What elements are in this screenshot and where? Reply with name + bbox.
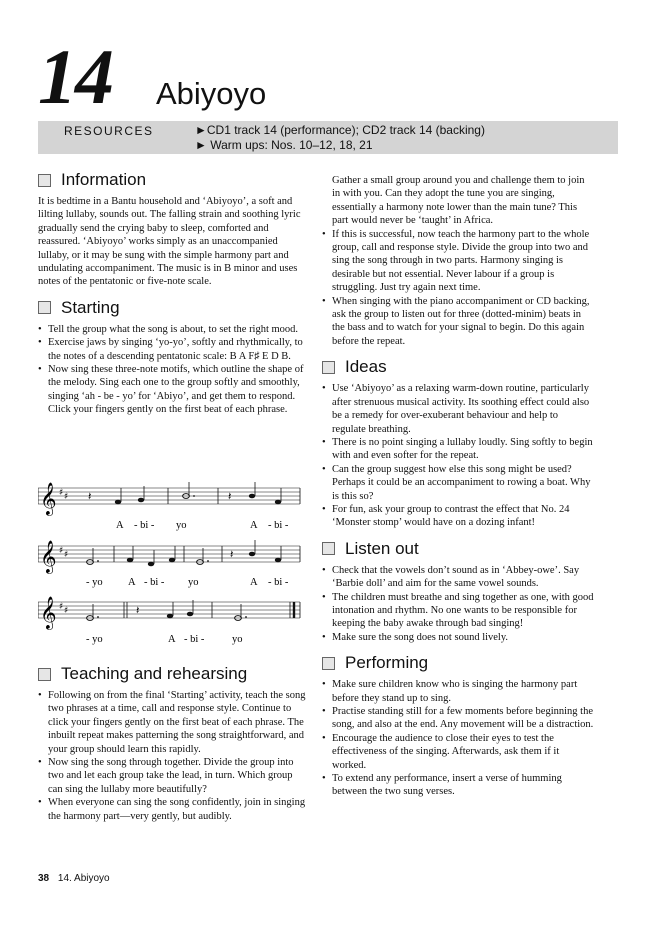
checkbox-square-icon — [322, 542, 335, 555]
resources-label: RESOURCES — [64, 124, 154, 138]
listen-out-heading-text: Listen out — [345, 538, 419, 558]
music-notation: ♯ ♯ 𝄽 𝄽 A - bi - yo A - bi - 𝄽 - yo A - bi - yo A - bi - 𝄽 - yo A - bi - yo — [38, 478, 306, 654]
checkbox-square-icon — [38, 174, 51, 187]
resources-bar — [38, 121, 618, 154]
list-item: • Now sing these three-note motifs, which outline the shape of the melody. Sing each one to the group softly and smoothly, singing ‘ah - be - yo’ for ‘Abiyo’, and get them to respond. Click your fingers gently on the first beat of each phrase. — [38, 363, 306, 417]
lyric-syllable: A — [250, 577, 258, 588]
page-footer — [38, 873, 110, 884]
lyric-syllable: - yo — [86, 634, 103, 645]
teaching-continuation-text: Gather a small group around you and challenge them to join in with you. Can they adopt the tune you are singing, essentially a harmony note lower than the main tune? This part would never be ‘taught’ in Africa. — [332, 175, 585, 227]
lyric-syllable: A — [116, 520, 124, 531]
list-item: • When everyone can sing the song confidently, join in singing the harmony part—very gently, but audibly. — [38, 796, 306, 823]
starting-heading — [38, 298, 306, 318]
performing-list — [322, 678, 594, 799]
lyrics-row-2 — [86, 577, 289, 588]
lyric-syllable: - bi - — [268, 577, 289, 588]
lyric-syllable: A — [128, 577, 136, 588]
checkbox-square-icon — [322, 657, 335, 670]
page-number: 38 — [38, 873, 50, 884]
list-item: • Encourage the audience to close their eyes to test the effectiveness of the singing. Afterwards, ask them if it worked. — [322, 732, 594, 772]
svg-text:𝄽: 𝄽 — [230, 548, 234, 561]
staff-row-3 — [38, 596, 300, 630]
lyric-syllable: A — [250, 520, 258, 531]
lyric-syllable: yo — [176, 520, 187, 531]
listen-out-list — [322, 564, 594, 644]
list-item: • Now sing the song through together. Divide the group into two and let each group take the lead, in turn. Which group can sing the lullaby more beautifully? — [38, 756, 306, 796]
left-column-lower — [38, 664, 306, 823]
information-heading — [38, 170, 306, 190]
performing-heading — [322, 653, 594, 673]
teaching-list-continued — [322, 228, 594, 349]
ideas-heading — [322, 357, 594, 377]
list-item: • Use ‘Abiyoyo’ as a relaxing warm-down routine, particularly after strenuous musical activity. Its soothing effect could also be a remedy for over-exuberant behaviour and help to regulate breathing. — [322, 382, 594, 436]
list-item: • Check that the vowels don’t sound as in ‘Abbey-owe’. Say ‘Barbie doll’ and aim for the same vowel sounds. — [322, 564, 594, 591]
staff-row-1 — [38, 482, 300, 516]
teaching-heading-text: Teaching and rehearsing — [61, 664, 248, 683]
list-item: • Following on from the final ‘Starting’ activity, teach the song two phrases at a time, call and response style. Continue to click your fingers gently on the first beat of each phrase. The inbuilt repeat makes patterning the song straightforward, and your group should learn this rapidly. — [38, 689, 306, 756]
checkbox-square-icon — [38, 668, 51, 681]
ideas-heading-text: Ideas — [345, 357, 387, 377]
list-item: • The children must breathe and sing together as one, with good intonation and rhythm. No one wants to be responsible for keeping the baby awake through bad singing! — [322, 591, 594, 631]
list-item: • For fun, ask your group to contrast the effect that No. 24 ‘Monster stomp’ would have on a dozing infant! — [322, 503, 594, 530]
page-title: Abiyoyo — [156, 76, 267, 111]
svg-text:𝄽: 𝄽 — [136, 604, 140, 617]
lyric-syllable: - bi - — [184, 634, 205, 645]
listen-out-heading — [322, 539, 594, 559]
checkbox-square-icon — [38, 301, 51, 314]
staff-row-2 — [38, 540, 300, 574]
lyric-syllable: yo — [188, 577, 199, 588]
list-item: • To extend any performance, insert a verse of humming between the two sung verses. — [322, 772, 594, 799]
list-item: • When singing with the piano accompaniment or CD backing, ask the group to listen out for three (dotted-minim) beats in the bass and to watch for your signal to begin. Do this again before the repeat. — [322, 295, 594, 349]
list-item: • There is no point singing a lullaby loudly. Sing softly to begin with and even softer for the repeat. — [322, 436, 594, 463]
performing-heading-text: Performing — [345, 653, 429, 673]
left-column — [38, 170, 306, 417]
teaching-list — [38, 689, 306, 823]
checkbox-square-icon — [322, 361, 335, 374]
lyric-syllable: - bi - — [268, 520, 289, 531]
lyric-syllable: - bi - — [144, 577, 165, 588]
chapter-number: 14 — [38, 33, 112, 120]
ideas-list — [322, 382, 594, 529]
list-item: • If this is successful, now teach the harmony part to the whole group, call and response style. Divide the group into two and sing the song through in two parts. Harmony singing is desirable but not essential. Never labour if a group is struggling. Just try again next time. — [322, 228, 594, 295]
starting-list — [38, 323, 306, 417]
lyric-syllable: - bi - — [134, 520, 155, 531]
list-item: • Practise standing still for a few moments before beginning the song, and also at the end. Any movement will be a distraction. — [322, 705, 594, 732]
resources-warm-ups: ► Warm ups: Nos. 10–12, 18, 21 — [195, 138, 373, 152]
list-item: • Tell the group what the song is about, to set the right mood. — [38, 323, 306, 336]
information-text: It is bedtime in a Bantu household and ‘Abiyoyo’, a soft and lilting lullaby, sounds out. The falling strain and soothing lyric gradually send the crying baby to sleep, comforted and reassured. ‘Abiyoyo’ works simply as an unaccompanied lullaby, or it may be sung with the simple harmony part and undulating accompaniment. The music is in B minor and uses notes of the pentatonic or five-note scale. — [38, 196, 301, 288]
lyrics-row-1 — [116, 520, 289, 531]
lyrics-row-3 — [86, 634, 243, 645]
footer-title: 14. Abiyoyo — [57, 873, 110, 884]
teaching-heading — [38, 664, 306, 684]
starting-heading-text: Starting — [61, 297, 120, 317]
lyric-syllable: A — [168, 634, 176, 645]
information-heading-text: Information — [61, 170, 147, 189]
right-column — [322, 174, 594, 799]
list-item: • Can the group suggest how else this song might be used? Perhaps it could be an accompaniment to rowing a boat. Why is this so? — [322, 463, 594, 503]
list-item: • Make sure the song does not sound lively. — [322, 631, 594, 644]
list-item: • Make sure children know who is singing the harmony part before they stand up to sing. — [322, 678, 594, 705]
lyric-syllable: yo — [232, 634, 243, 645]
svg-text:𝄽: 𝄽 — [228, 490, 232, 503]
svg-text:𝄽: 𝄽 — [88, 490, 92, 503]
resources-cd-tracks: ►CD1 track 14 (performance); CD2 track 14 (backing) — [195, 123, 485, 137]
list-item: • Exercise jaws by singing ‘yo-yo’, softly and rhythmically, to the notes of a descending pentatonic scale: B A F♯ E D B. — [38, 336, 306, 363]
lyric-syllable: - yo — [86, 577, 103, 588]
